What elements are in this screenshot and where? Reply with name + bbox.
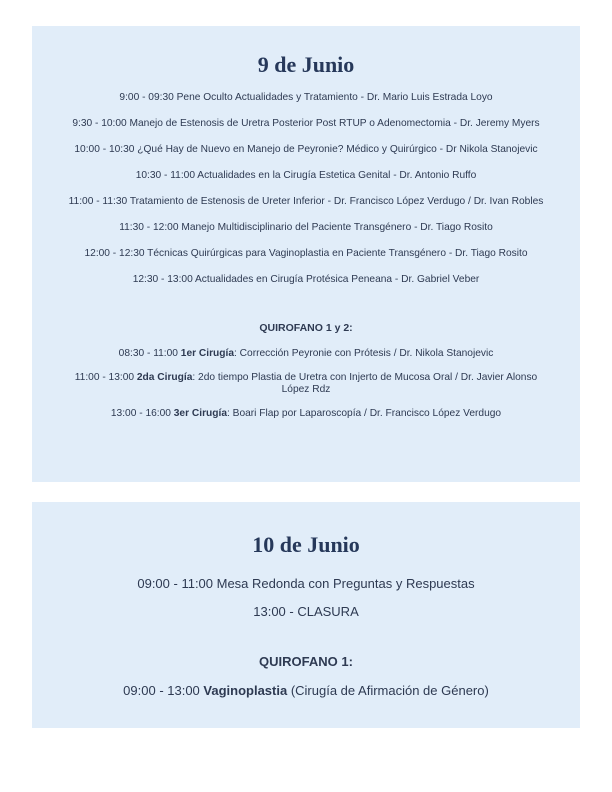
schedule-item: 13:00 - CLASURA bbox=[253, 604, 359, 619]
day-2-title: 10 de Junio bbox=[252, 532, 360, 557]
schedule-item: 9:30 - 10:00 Manejo de Estenosis de Uretra Posterior Post RTUP o Adenomectomia - Dr. Jeremy Myers bbox=[72, 118, 540, 129]
day-2-panel bbox=[32, 502, 580, 728]
day-1-surgeries bbox=[32, 348, 580, 420]
day-2-schedule bbox=[32, 576, 580, 620]
surgery-desc: : Corrección Peyronie con Prótesis / Dr. Nikola Stanojevic bbox=[234, 348, 494, 359]
surgery-label: Vaginoplastia bbox=[203, 683, 288, 698]
day-1-panel bbox=[32, 26, 580, 482]
surgery-label: 1er Cirugía bbox=[180, 348, 235, 359]
surgery-desc: : 2do tiempo Plastia de Uretra con Injerto de Mucosa Oral / Dr. Javier Alonso López Rdz bbox=[192, 372, 538, 395]
day-1-surgery-title: QUIROFANO 1 y 2: bbox=[259, 322, 353, 334]
schedule-item: 09:00 - 11:00 Mesa Redonda con Preguntas y Respuestas bbox=[137, 576, 475, 591]
surgery-time: 13:00 - 16:00 bbox=[110, 408, 174, 419]
schedule-item: 11:30 - 12:00 Manejo Multidisciplinario del Paciente Transgénero - Dr. Tiago Rosito bbox=[119, 222, 493, 233]
day-2-surgery-title: QUIROFANO 1: bbox=[259, 654, 353, 669]
schedule-item: 12:00 - 12:30 Técnicas Quirúrgicas para Vaginoplastia en Paciente Transgénero - Dr. Tiago Rosito bbox=[84, 248, 528, 259]
schedule-item: 9:00 - 09:30 Pene Oculto Actualidades y Tratamiento - Dr. Mario Luis Estrada Loyo bbox=[119, 92, 493, 103]
schedule-item: 10:30 - 11:00 Actualidades en la Cirugía Estetica Genital - Dr. Antonio Ruffo bbox=[135, 170, 477, 181]
day-1-title: 9 de Junio bbox=[257, 52, 355, 77]
surgery-label: 3er Cirugía bbox=[173, 408, 227, 419]
surgery-item bbox=[32, 372, 580, 396]
surgery-item bbox=[32, 408, 580, 420]
schedule-item: 11:00 - 11:30 Tratamiento de Estenosis de Ureter Inferior - Dr. Francisco López Verdugo / Dr. Ivan Robles bbox=[68, 196, 544, 207]
surgery-desc: : Boari Flap por Laparoscopía / Dr. Francisco López Verdugo bbox=[227, 408, 502, 419]
schedule-item: 10:00 - 10:30 ¿Qué Hay de Nuevo en Manejo de Peyronie? Médico y Quirúrgico - Dr Nikola Stanojevic bbox=[74, 144, 538, 155]
surgery-time: 08:30 - 11:00 bbox=[118, 348, 181, 359]
surgery-time: 09:00 - 13:00 bbox=[123, 683, 204, 698]
day-2-surgeries bbox=[32, 683, 580, 699]
surgery-label: 2da Cirugía bbox=[136, 372, 193, 383]
schedule-item: 12:30 - 13:00 Actualidades en Cirugía Protésica Peneana - Dr. Gabriel Veber bbox=[132, 274, 480, 285]
surgery-time: 11:00 - 13:00 bbox=[74, 372, 137, 383]
surgery-desc: (Cirugía de Afirmación de Género) bbox=[287, 683, 489, 698]
surgery-item bbox=[32, 683, 580, 699]
surgery-item bbox=[32, 348, 580, 360]
day-1-schedule bbox=[32, 92, 580, 286]
